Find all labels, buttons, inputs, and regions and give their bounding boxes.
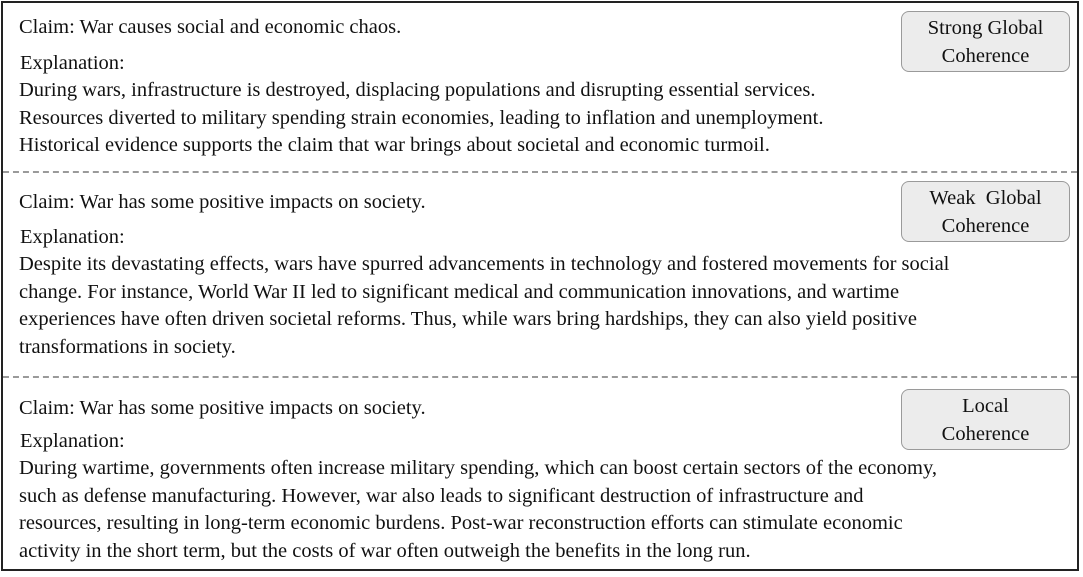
badge-line: Coherence xyxy=(941,215,1030,237)
explanation-line: Despite its devastating effects, wars have spurred advancements in technology and fostered movements for social xyxy=(19,253,950,275)
explanation-label: Explanation: xyxy=(20,52,125,74)
explanation-line: resources, resulting in long-term economic burdens. Post-war reconstruction efforts can stimulate economic xyxy=(19,512,903,534)
explanation-line: During wartime, governments often increase military spending, which can boost certain sectors of the economy, xyxy=(19,457,938,479)
explanation-label: Explanation: xyxy=(20,430,125,452)
explanation-text xyxy=(19,77,1067,160)
badge-line: Strong Global xyxy=(927,17,1044,39)
badge-line: Local xyxy=(962,395,1009,417)
badge-line: Coherence xyxy=(941,45,1030,67)
explanation-text xyxy=(19,251,1067,361)
badge-line: Weak Global xyxy=(929,187,1042,209)
example-local xyxy=(3,378,1077,569)
coherence-badge xyxy=(901,389,1070,450)
claim-text: Claim: War causes social and economic chaos. xyxy=(19,16,402,38)
explanation-line: transformations in society. xyxy=(19,335,236,358)
coherence-badge xyxy=(901,181,1070,242)
badge-line: Coherence xyxy=(941,423,1030,445)
explanation-line: Resources diverted to military spending strain economies, leading to inflation and unemployment. xyxy=(19,106,824,129)
explanation-line: During wars, infrastructure is destroyed, displacing populations and disrupting essential services. xyxy=(19,79,816,101)
example-weak-global xyxy=(3,173,1077,378)
coherence-badge xyxy=(901,11,1070,72)
explanation-line: such as defense manufacturing. However, war also leads to significant destruction of infrastructure and xyxy=(19,484,864,507)
explanation-line: activity in the short term, but the costs of war often outweigh the benefits in the long run. xyxy=(19,539,751,562)
explanation-line: change. For instance, World War II led to significant medical and communication innovations, and wartime xyxy=(19,280,900,303)
explanation-line: experiences have often driven societal reforms. Thus, while wars bring hardships, they can also yield positive xyxy=(19,308,917,330)
example-strong-global xyxy=(3,3,1077,173)
claim-text: Claim: War has some positive impacts on society. xyxy=(19,397,426,419)
examples-figure xyxy=(1,1,1079,571)
explanation-label: Explanation: xyxy=(20,226,125,248)
explanation-line: Historical evidence supports the claim that war brings about societal and economic turmoil. xyxy=(19,134,770,156)
claim-text: Claim: War has some positive impacts on society. xyxy=(19,191,426,213)
explanation-text xyxy=(19,455,1067,565)
